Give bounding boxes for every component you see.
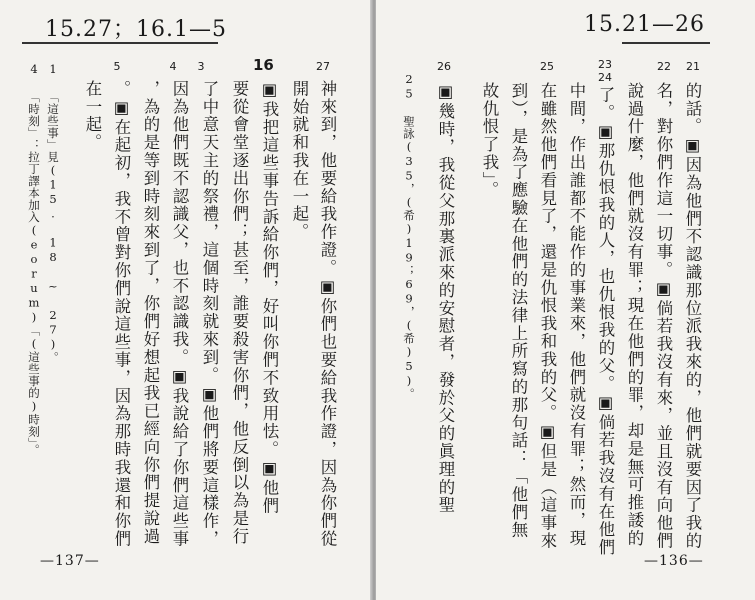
footnote: 25 聖詠(35，(希)19；69，(希)5)。	[402, 72, 416, 400]
body-column: ，為的是等到時刻來到了，你們好想起我已經向你們提說過	[141, 80, 160, 546]
body-column: 要從會堂逐出你們；甚至，誰要殺害你們，他反倒以為是行	[230, 80, 249, 546]
chapter-number: 16	[253, 56, 274, 74]
footnote: 4 「時刻」：拉丁譯本加入(eorum)「(這些事的)時刻」。	[27, 62, 41, 456]
verse-number: 25	[540, 60, 554, 73]
body-column: 的話。▣因為他們不認識那位派我來的，他們就要因了我的	[683, 82, 702, 550]
verse-number: 23	[598, 58, 612, 71]
body-column: 神來到，他要給我作證。▣你們也要給我作證，因為你們從	[318, 80, 337, 548]
body-column: 。▣在起初，我不曾對你們說這些事，因為那時我還和你們	[112, 80, 131, 548]
right-page-header: 15.21—26	[584, 12, 705, 37]
right-header-rule	[622, 42, 710, 44]
left-page	[0, 0, 372, 600]
footnote: 1 「這些事」見(15. 18 ~ 27)。	[46, 62, 60, 364]
right-page	[376, 0, 755, 600]
body-column: 了中意天主的祭禮，這個時刻就來到。▣他們將要這樣作，	[200, 80, 219, 548]
body-column: 說過什麼，他們就沒有罪；現在他們的罪，却是無可推諉的	[625, 82, 644, 548]
verse-number: 27	[316, 60, 330, 73]
body-column: 故仇恨了我」。	[480, 82, 499, 200]
body-column: 在雖然他們看見了，還是仇恨我和我的父。▣但是（這事來	[538, 82, 557, 550]
body-column: 中間，作出誰都不能作的事業來，他們就沒有罪；然而，現	[567, 82, 586, 548]
body-column: 在一起。	[83, 80, 102, 152]
verse-number: 3	[197, 60, 205, 73]
body-column: ▣我把這些事告訴給你們，好叫你們不致用怯。▣他們	[260, 80, 279, 515]
verse-number: 26	[437, 60, 451, 73]
body-column: 開始就和我在一起。	[290, 80, 309, 242]
verse-number: 5	[113, 60, 121, 73]
left-header-rule	[22, 42, 218, 44]
verse-number: 24	[598, 71, 612, 84]
verse-number: 22	[657, 60, 671, 73]
verse-number: 21	[686, 60, 700, 73]
body-column: ▣幾時，我從父那裏派來的安慰者，發於父的眞理的聖	[436, 82, 455, 515]
page-number: —136—	[644, 553, 704, 569]
body-column: 因為他們既不認識父，也不認識我。▣我說給了你們這些事	[170, 80, 189, 548]
left-page-header: 15.27；16.1—5	[45, 17, 227, 42]
page-number: —137—	[40, 553, 100, 569]
body-column: 名，對你們作這一切事。▣倘若我沒有來，並且沒有向他們	[654, 82, 673, 550]
body-column: 到），是為了應驗在他們的法律上所寫的那句話：「他們無	[509, 82, 528, 540]
verse-number: 4	[169, 60, 177, 73]
body-column: 了。▣那仇恨我的人，也仇恨我的父。▣倘若我沒有在他們	[596, 86, 615, 557]
